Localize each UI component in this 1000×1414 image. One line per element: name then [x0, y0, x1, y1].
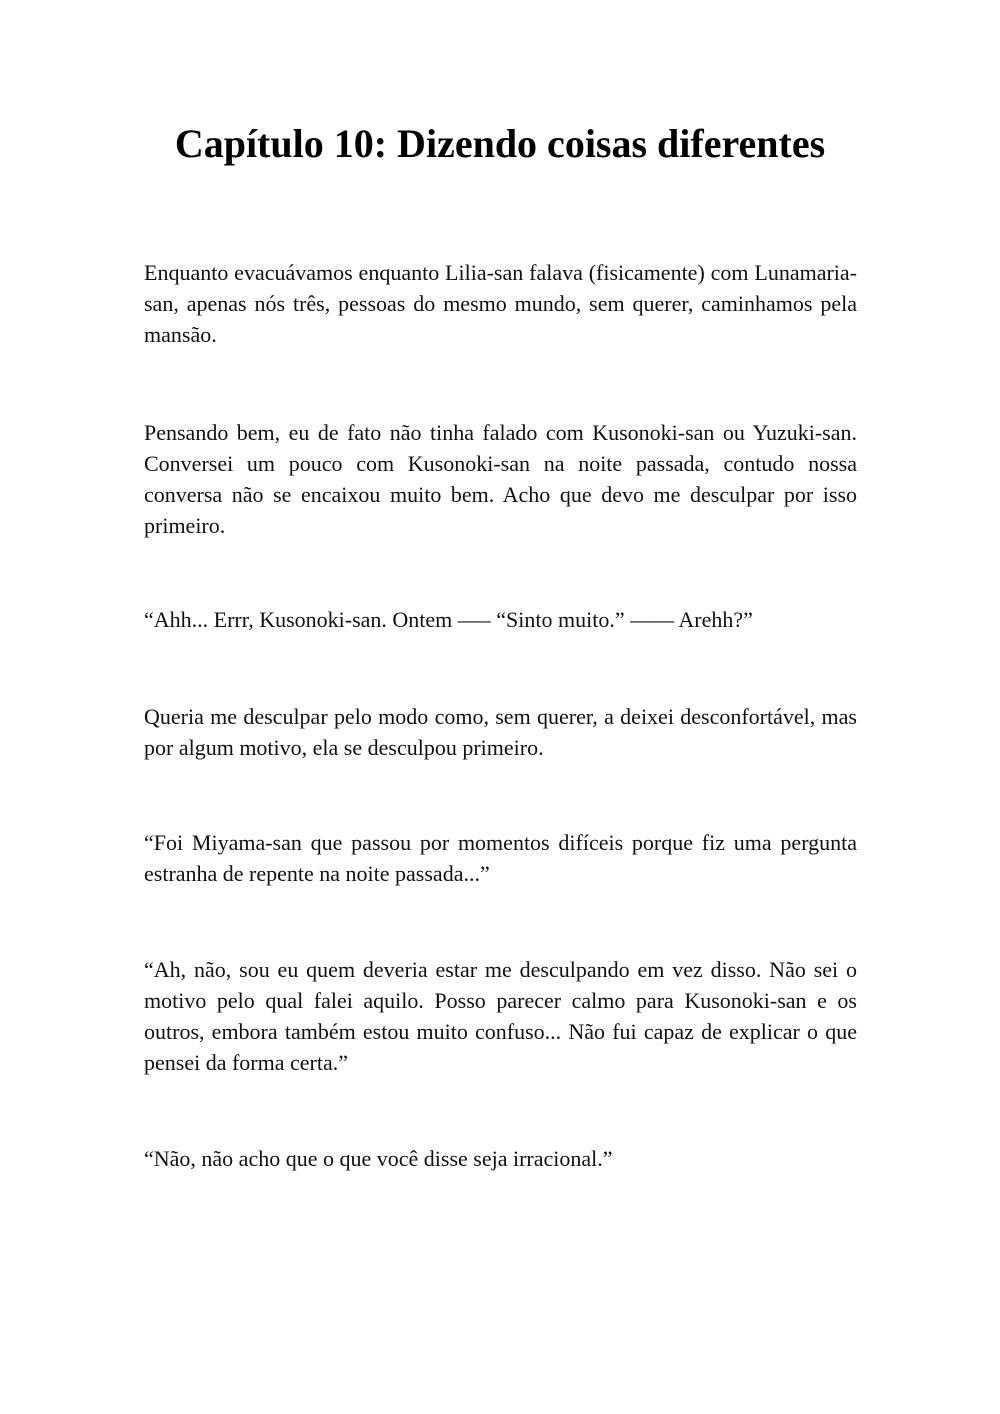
paragraph-dialogue-miyama: “Ah, não, sou eu quem deveria estar me desculpando em vez disso. Não sei o motivo pelo qual falei aquilo. Posso parecer calmo para Kusonoki-san e os outros, embora também estou muito confuso... Não fui capaz de explicar o que pensei da forma certa.” [144, 957, 857, 1075]
paragraph-reflection: Pensando bem, eu de fato não tinha falado com Kusonoki-san ou Yuzuki-san. Conversei um pouco com Kusonoki-san na noite passada, contudo nossa conversa não se encaixou muito bem. Acho que devo me desculpar por isso primeiro. [144, 420, 857, 538]
paragraph-narration-apology: Queria me desculpar pelo modo como, sem querer, a deixei desconfortável, mas por algum motivo, ela se desculpou primeiro. [144, 704, 857, 760]
paragraph-dialogue-kusonoki: “Foi Miyama-san que passou por momentos difíceis porque fiz uma pergunta estranha de repente na noite passada...” [144, 830, 857, 886]
paragraph-evacuation: Enquanto evacuávamos enquanto Lilia-san falava (fisicamente) com Lunamaria-san, apenas nós três, pessoas do mesmo mundo, sem querer, caminhamos pela mansão. [144, 260, 857, 347]
paragraph-dialogue-apology-start: “Ahh... Errr, Kusonoki-san. Ontem —– “Sinto muito.” —— Arehh?” [144, 607, 753, 632]
chapter-title: Capítulo 10: Dizendo coisas diferentes [174, 121, 826, 166]
paragraph-dialogue-reply: “Não, não acho que o que você disse seja irracional.” [144, 1146, 613, 1171]
